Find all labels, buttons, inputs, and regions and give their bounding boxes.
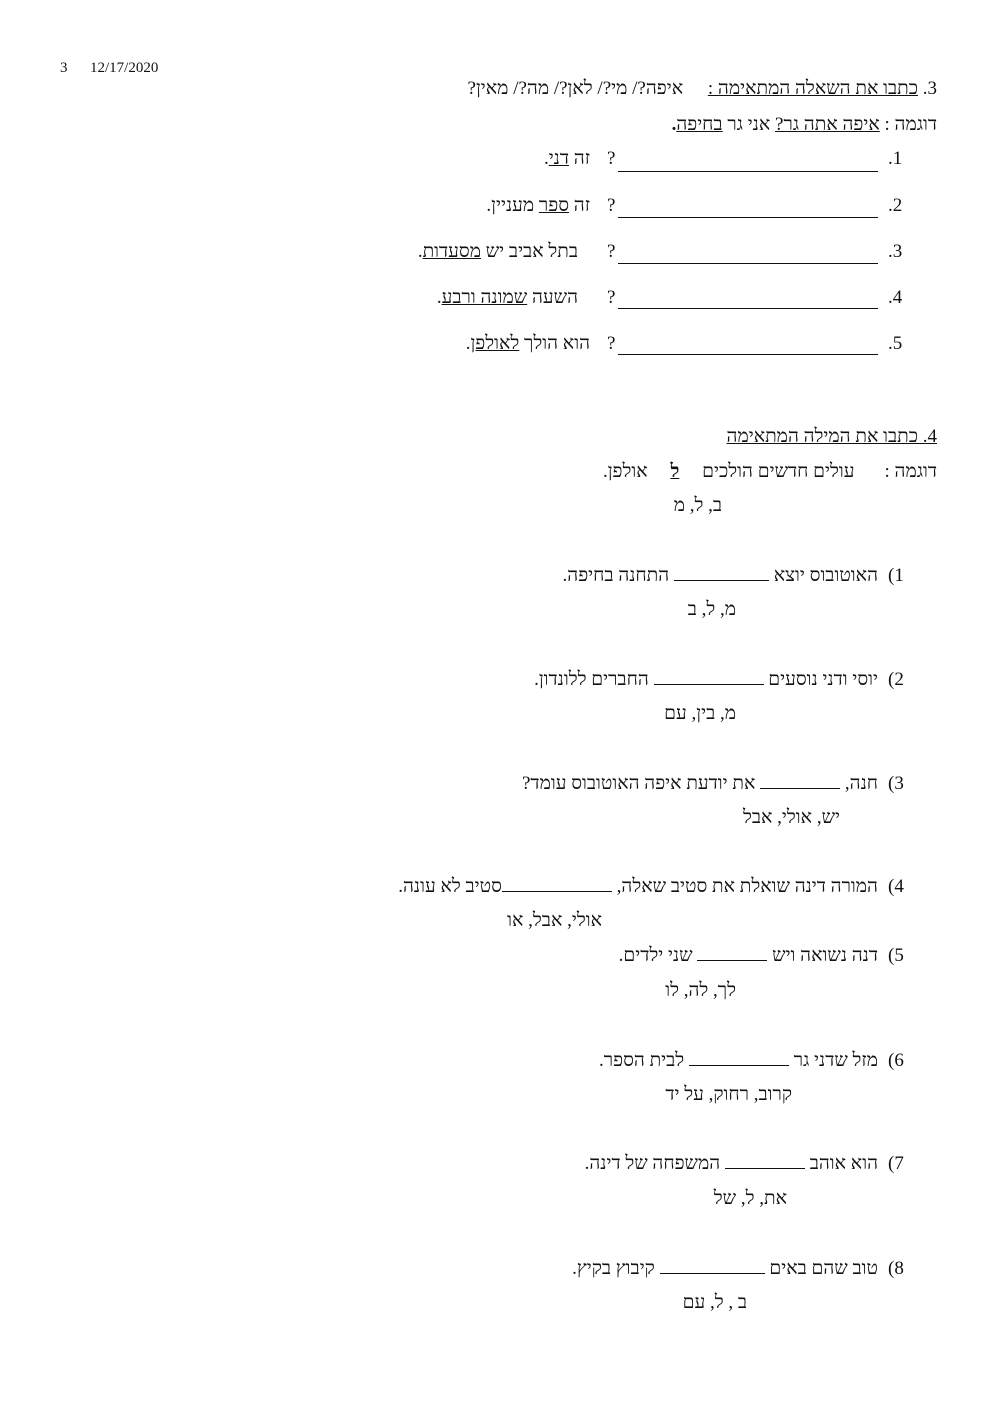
s4-item-1-sentence: האוטובוס יוצא התחנה בחיפה. xyxy=(562,565,878,586)
s3-item-4-number: .4 xyxy=(888,287,903,308)
s4-item-6-sentence: מזל שדני גר לבית הספר. xyxy=(599,1050,878,1071)
page-number: 3 xyxy=(60,60,68,76)
s4-item-5-sentence: דנה נשואה ויש שני ילדים. xyxy=(618,945,878,966)
s4-item-2-sentence: יוסי ודני נוסעים החברים ללונדון. xyxy=(534,669,878,690)
s4-item-5-options: לך, לה, לו xyxy=(665,980,736,1001)
s4-item-1-number: (1 xyxy=(888,565,904,586)
s4-item-3-sentence: חנה, את יודעת איפה האוטובוס עומד? xyxy=(522,773,878,794)
s4-item-5-blank[interactable] xyxy=(697,945,767,961)
section4-title: 4. כתבו את המילה המתאימה xyxy=(726,426,937,447)
s4-item-6-number: (6 xyxy=(888,1050,904,1071)
section4-example-options: ב, ל, מ xyxy=(673,495,722,516)
s4-item-4-sentence: המורה דינה שואלת את סטיב שאלה, סטיב לא עונה. xyxy=(398,876,878,897)
s4-item-4-options: אולי, אבל, או xyxy=(507,910,602,931)
s3-item-3-qmark: ? xyxy=(607,241,616,262)
section3-title: 3. כתבו את השאלה המתאימה : איפה?/ מי?/ לאן?/ מה?/ מאין? xyxy=(467,78,937,99)
s3-item-2-answer-field[interactable] xyxy=(618,216,878,218)
s4-item-2-blank[interactable] xyxy=(654,669,764,685)
s4-item-6-blank[interactable] xyxy=(689,1050,789,1066)
s3-item-2-sentence: זה ספר מעניין. xyxy=(486,195,590,216)
s3-item-3-number: .3 xyxy=(888,241,903,262)
s3-item-1-answer-field[interactable] xyxy=(618,170,878,172)
s4-item-7-sentence: הוא אוהב המשפחה של דינה. xyxy=(584,1153,878,1174)
s4-item-4-blank[interactable] xyxy=(502,876,612,892)
s4-item-7-number: (7 xyxy=(888,1153,904,1174)
s3-item-5-sentence: הוא הולך לאולפן. xyxy=(465,333,590,354)
s4-item-7-blank[interactable] xyxy=(725,1153,805,1169)
s4-item-8-number: (8 xyxy=(888,1258,904,1279)
s4-item-2-options: מ, בין, עם xyxy=(664,703,736,724)
s3-item-4-sentence: השעה שמונה ורבע. xyxy=(436,287,578,308)
s3-item-4-qmark: ? xyxy=(607,287,616,308)
s4-item-6-options: קרוב, רחוק, על יד xyxy=(665,1084,792,1105)
s3-item-5-answer-field[interactable] xyxy=(618,353,878,355)
s3-item-3-sentence: בתל אביב יש מסעדות. xyxy=(417,241,578,262)
s4-item-2-number: (2 xyxy=(888,669,904,690)
s3-item-5-number: .5 xyxy=(888,333,903,354)
s3-item-1-sentence: זה דני. xyxy=(543,148,590,169)
section3-example: דוגמה : איפה אתה גר? אני גר בחיפה. xyxy=(671,114,937,135)
s4-item-1-blank[interactable] xyxy=(674,565,769,581)
s4-item-3-number: (3 xyxy=(888,773,904,794)
s4-item-8-sentence: טוב שהם באים קיבוץ בקיץ. xyxy=(572,1258,878,1279)
s3-item-4-answer-field[interactable] xyxy=(618,307,878,309)
s4-item-4-number: (4 xyxy=(888,876,904,897)
section4-example: דוגמה :עולים חדשים הולכים ל אולפן. xyxy=(602,461,937,482)
s4-item-3-options: יש, אולי, אבל xyxy=(742,807,840,828)
s3-item-1-number: .1 xyxy=(888,148,903,169)
s3-item-2-number: .2 xyxy=(888,195,903,216)
s4-item-8-blank[interactable] xyxy=(660,1258,765,1274)
s4-item-7-options: את, ל, של xyxy=(713,1188,787,1209)
s3-item-2-qmark: ? xyxy=(607,195,616,216)
s3-item-1-qmark: ? xyxy=(607,148,616,169)
s4-item-1-options: מ, ל, ב xyxy=(687,599,736,620)
s3-item-5-qmark: ? xyxy=(607,333,616,354)
s4-item-3-blank[interactable] xyxy=(760,773,840,789)
s4-item-8-options: ב , ל, עם xyxy=(682,1292,747,1313)
s4-item-5-number: (5 xyxy=(888,945,904,966)
page-date: 12/17/2020 xyxy=(90,60,159,76)
s3-item-3-answer-field[interactable] xyxy=(618,262,878,264)
